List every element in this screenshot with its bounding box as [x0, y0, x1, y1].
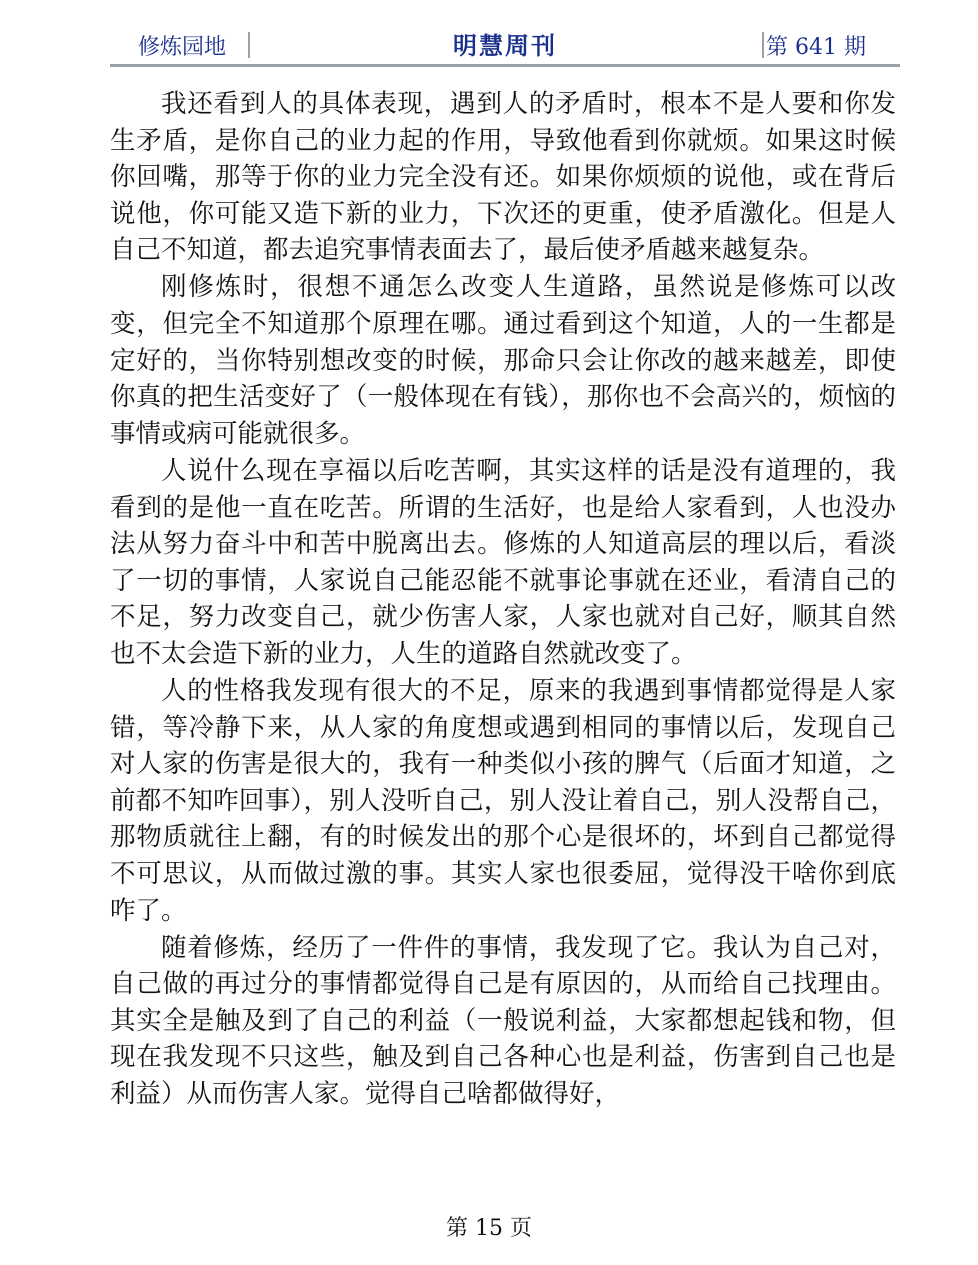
- paragraph: 刚修炼时，很想不通怎么改变人生道路，虽然说是修炼可以改变，但完全不知道那个原理在哪。通过看到这个知道，人的一生都是定好的，当你特别想改变的时候，那命只会让你改的越来越差，即使你真的把生活变好了（一般体现在有钱），那你也不会高兴的，烦恼的事情或病可能就很多。: [110, 272, 896, 449]
- header-rule: [110, 64, 900, 67]
- paragraph: 人的性格我发现有很大的不足，原来的我遇到事情都觉得是人家错，等冷静下来，从人家的角度想或遇到相同的事情以后，发现自己对人家的伤害是很大的，我有一种类似小孩的脾气（后面才知道，之前都不知咋回事），别人没听自己，别人没让着自己，别人没帮自己，那物质就往上翻，有的时候发出的那个心是很坏的，坏到自己都觉得不可思议，从而做过激的事。其实人家也很委屈，觉得没干啥你到底咋了。: [110, 676, 896, 926]
- publication-title: 明慧周刊: [453, 32, 557, 60]
- paragraph: 人说什么现在享福以后吃苦啊，其实这样的话是没有道理的，我看到的是他一直在吃苦。所谓的生活好，也是给人家看到，人也没办法从努力奋斗中和苦中脱离出去。修炼的人知道高层的理以后，看淡了一切的事情，人家说自己能忍能不就事论事就在还业，看清自己的不足，努力改变自己，就少伤害人家，人家也就对自己好，顺其自然也不太会造下新的业力，人生的道路自然就改变了。: [110, 455, 896, 669]
- page-number: 第 15 页: [446, 1216, 532, 1241]
- issue-number: 第 641 期: [766, 35, 866, 60]
- page-header: [110, 24, 900, 64]
- section-name: 修炼园地: [138, 35, 227, 60]
- paragraph: 我还看到人的具体表现，遇到人的矛盾时，根本不是人要和你发生矛盾，是你自己的业力起的作用，导致他看到你就烦。如果这时候你回嘴，那等于你的业力完全没有还。如果你烦烦的说他，或在背后说他，你可能又造下新的业力，下次还的更重，使矛盾激化。但是人自己不知道，都去追究事情表面去了，最后使矛盾越来越复杂。: [110, 89, 896, 266]
- paragraph: 随着修炼，经历了一件件的事情，我发现了它。我认为自己对，自己做的再过分的事情都觉得自己是有原因的，从而给自己找理由。其实全是触及到了自己的利益（一般说利益，大家都想起钱和物，但现在我发现不只这些，触及到自己各种心也是利益，伤害到自己也是利益）从而伤害人家。觉得自己啥都做得好，: [110, 932, 896, 1110]
- article-body: [110, 86, 896, 1113]
- header-divider-right: [762, 32, 764, 58]
